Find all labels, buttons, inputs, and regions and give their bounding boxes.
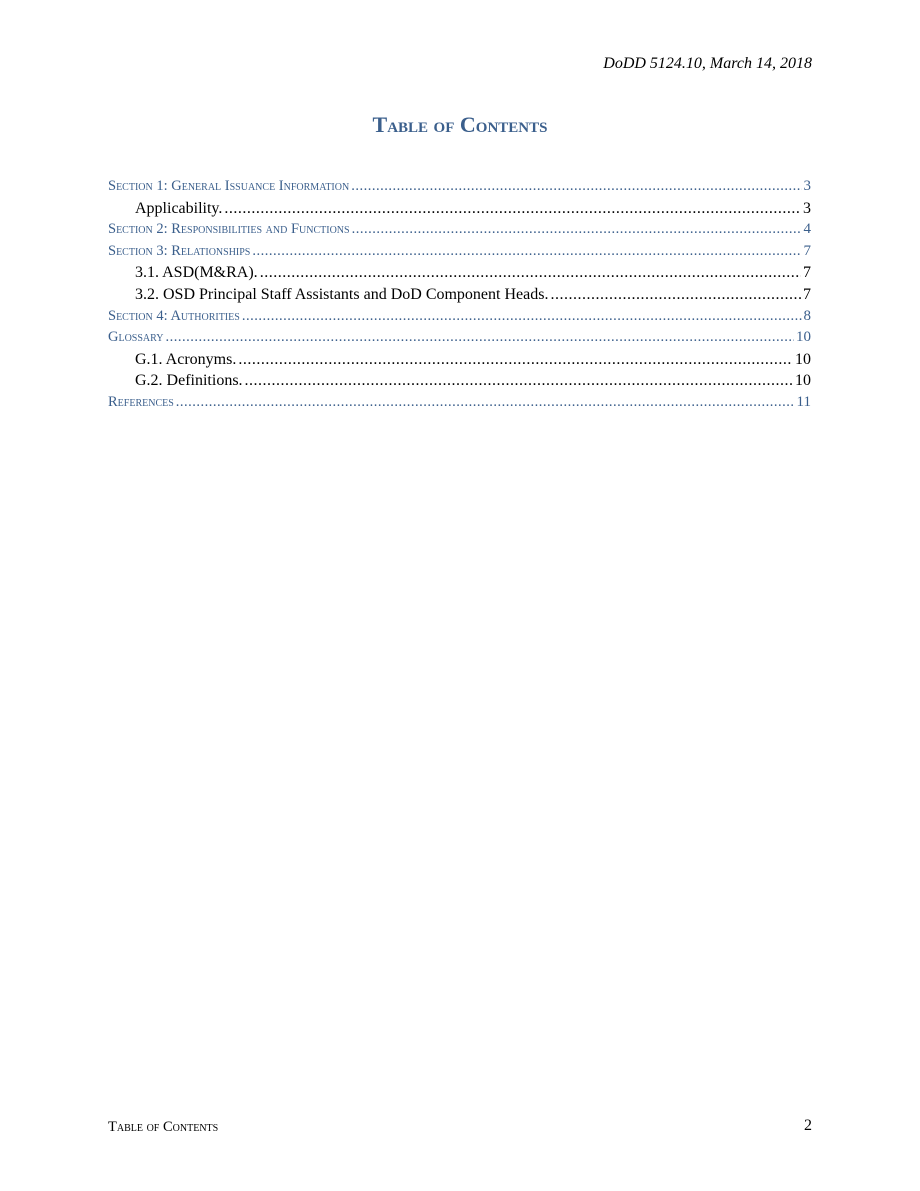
toc-entry-3-1[interactable] [108,264,811,286]
toc-entry-label: G.2. Definitions. [135,372,243,390]
toc-dot-leader [252,243,801,260]
toc-entry-label: Glossary [108,329,164,346]
toc-dot-leader [245,372,793,390]
toc-dot-leader [176,394,795,411]
toc-entry-label: 3.1. ASD(M&RA). [135,264,258,282]
toc-entry-label: Section 4: Authorities [108,307,240,324]
toc-dot-leader [550,286,801,304]
toc-entry-page: 4 [803,221,811,238]
toc-dot-leader [260,264,801,282]
toc-entry-page: 10 [796,329,811,346]
toc-dot-leader [224,200,801,218]
toc-entry-page: 11 [796,393,811,410]
toc-entry-section-4[interactable] [108,308,811,330]
table-of-contents [108,178,811,416]
footer-page-number: 2 [804,1117,812,1134]
toc-dot-leader [242,308,802,325]
toc-entry-label: References [108,393,174,410]
toc-entry-applicability[interactable] [108,200,811,222]
toc-dot-leader [351,178,801,195]
toc-entry-glossary[interactable] [108,329,811,351]
footer-section-name: Table of Contents [108,1119,219,1135]
toc-entry-section-2[interactable] [108,221,811,243]
page-title: Table of Contents [372,112,548,137]
toc-entry-section-1[interactable] [108,178,811,200]
toc-entry-label: Section 1: General Issuance Information [108,178,350,194]
toc-entry-page: 3 [803,199,811,217]
toc-dot-leader [238,351,793,369]
toc-entry-label: Section 3: Relationships [108,242,251,259]
toc-entry-page: 3 [803,178,811,194]
toc-entry-3-2[interactable] [108,286,811,308]
toc-entry-g-2[interactable] [108,372,811,394]
toc-entry-references[interactable] [108,394,811,416]
toc-entry-g-1[interactable] [108,351,811,373]
toc-entry-page: 10 [795,372,811,390]
toc-entry-label: Applicability. [135,199,223,217]
toc-dot-leader [352,221,802,238]
toc-entry-page: 10 [795,350,811,368]
toc-entry-page: 7 [803,285,811,303]
toc-entry-label: Section 2: Responsibilities and Functions [108,221,350,238]
toc-entry-page: 7 [803,242,811,259]
toc-entry-page: 8 [803,307,811,324]
toc-entry-page: 7 [803,264,811,282]
toc-entry-section-3[interactable] [108,243,811,265]
toc-dot-leader [166,329,795,346]
document-reference: DoDD 5124.10, March 14, 2018 [603,55,812,72]
toc-entry-label: 3.2. OSD Principal Staff Assistants and DoD Component Heads. [135,285,549,303]
toc-entry-label: G.1. Acronyms. [135,350,237,368]
